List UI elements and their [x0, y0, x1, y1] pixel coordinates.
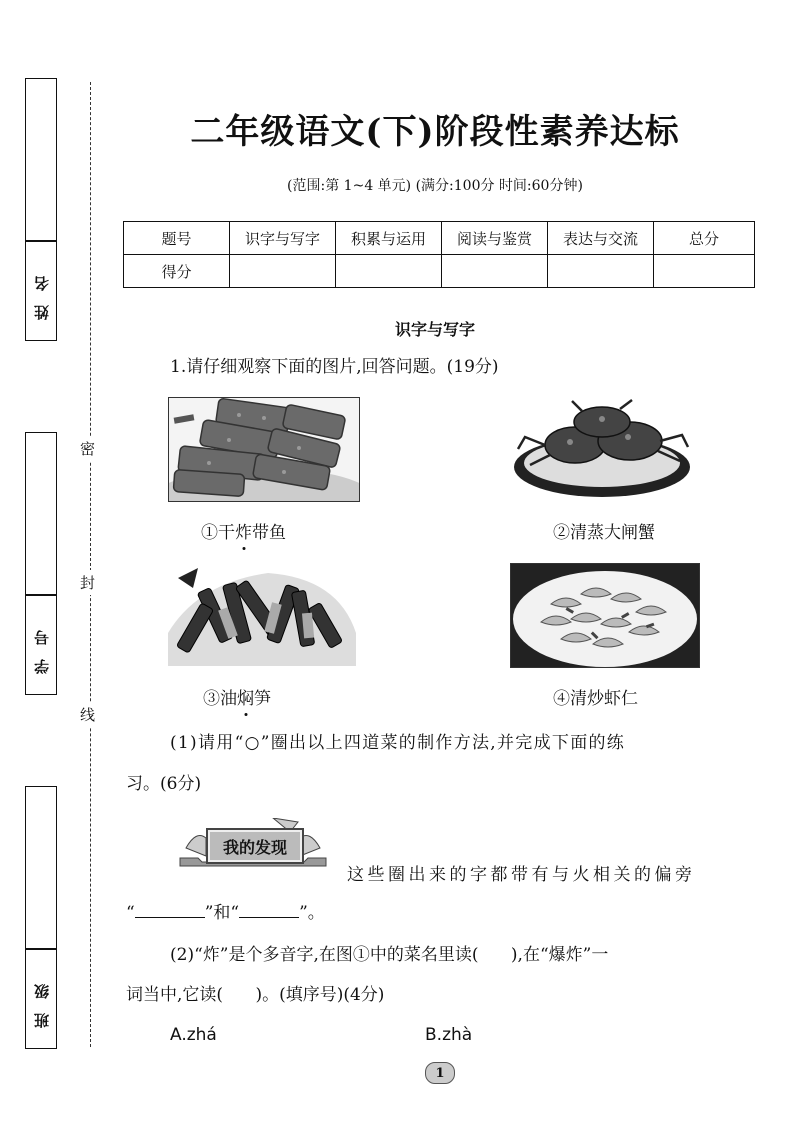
dish-text: 炒虾仁 — [587, 689, 638, 709]
table-score-row — [124, 255, 755, 288]
quote-close: ”。 — [299, 903, 325, 923]
dish-text: 带鱼 — [252, 523, 286, 543]
table-header-cell: 积累与运用 — [336, 222, 442, 255]
page-number: 1 — [425, 1062, 455, 1084]
discovery-blanks — [126, 894, 325, 932]
name-field-box[interactable] — [25, 78, 57, 241]
dish-text: 清 — [570, 523, 587, 543]
option-a: A.zhá — [170, 1025, 217, 1045]
dish-caption-4 — [553, 684, 638, 709]
score-cell[interactable] — [548, 255, 654, 288]
dish-number: ② — [553, 523, 570, 543]
option-b: B.zhà — [425, 1025, 473, 1045]
quote-open: “ — [126, 903, 135, 923]
dish-text: 清 — [570, 689, 587, 709]
discovery-text: 这些圈出来的字都带有与火相关的偏旁 — [347, 865, 696, 885]
table-header-cell: 题号 — [124, 222, 230, 255]
quote-and: ”和“ — [204, 903, 240, 923]
dish-caption-3 — [203, 684, 271, 709]
page-title: 二年级语文(下)阶段性素养达标 — [190, 112, 680, 152]
id-label: 学号 — [32, 616, 51, 674]
table-header-cell: 识字与写字 — [230, 222, 336, 255]
table-header-cell: 阅读与鉴赏 — [442, 222, 548, 255]
dish-caption-1 — [201, 518, 286, 543]
id-field-box[interactable] — [25, 432, 57, 595]
table-row-label: 得分 — [124, 255, 230, 288]
answer-blank-1[interactable] — [135, 899, 205, 918]
dish-photo-bamboo-shoot — [168, 563, 356, 666]
name-label: 姓名 — [32, 262, 51, 320]
id-label-box — [25, 595, 57, 695]
part-1-instruction-line-2: 习。(6分) — [126, 774, 202, 794]
section-title: 识字与写字 — [394, 320, 475, 339]
table-header-cell: 表达与交流 — [548, 222, 654, 255]
dish-photo-shrimp — [510, 563, 700, 668]
class-field-box[interactable] — [25, 786, 57, 949]
discovery-badge-label: 我的发现 — [206, 828, 304, 864]
exam-subtitle: (范围:第 1~4 单元) (满分:100分 时间:60分钟) — [287, 178, 583, 194]
dotted-char: 炸 — [235, 523, 252, 543]
answer-blank-2[interactable] — [239, 899, 299, 918]
class-label-box — [25, 949, 57, 1049]
seal-char-xian: 线 — [80, 702, 95, 727]
dish-number: ① — [201, 523, 218, 543]
seal-char-mi: 密 — [80, 436, 95, 461]
question-1-prompt: 1.请仔细观察下面的图片,回答问题。(19分) — [170, 357, 499, 377]
dish-text: 干 — [218, 523, 235, 543]
part-2-question-line-2: 词当中,它读( )。(填序号)(4分) — [126, 985, 385, 1005]
class-label: 班级 — [32, 970, 51, 1028]
score-cell[interactable] — [336, 255, 442, 288]
score-cell[interactable] — [654, 255, 755, 288]
table-header-cell: 总分 — [654, 222, 755, 255]
dish-text: 笋 — [254, 689, 271, 709]
seal-char-feng: 封 — [80, 570, 95, 595]
part-2-question-line-1: (2)“炸”是个多音字,在图①中的菜名里读( ),在“爆炸”一 — [170, 945, 609, 965]
dish-text: 油 — [220, 689, 237, 709]
score-cell[interactable] — [442, 255, 548, 288]
dish-caption-2 — [553, 518, 655, 543]
part-1-instruction-line-1: (1)请用“○”圈出以上四道菜的制作方法,并完成下面的练 — [170, 733, 626, 753]
dotted-char: 焖 — [237, 689, 254, 709]
score-table — [123, 221, 755, 288]
dish-photo-fried-fish — [168, 397, 360, 502]
dish-number: ④ — [553, 689, 570, 709]
table-header-row — [124, 222, 755, 255]
score-cell[interactable] — [230, 255, 336, 288]
dish-text: 蒸大闸蟹 — [587, 523, 655, 543]
discovery-badge — [178, 818, 328, 870]
dish-number: ③ — [203, 689, 220, 709]
name-label-box — [25, 241, 57, 341]
dish-photo-crab — [510, 397, 695, 500]
seal-line — [90, 82, 91, 1047]
